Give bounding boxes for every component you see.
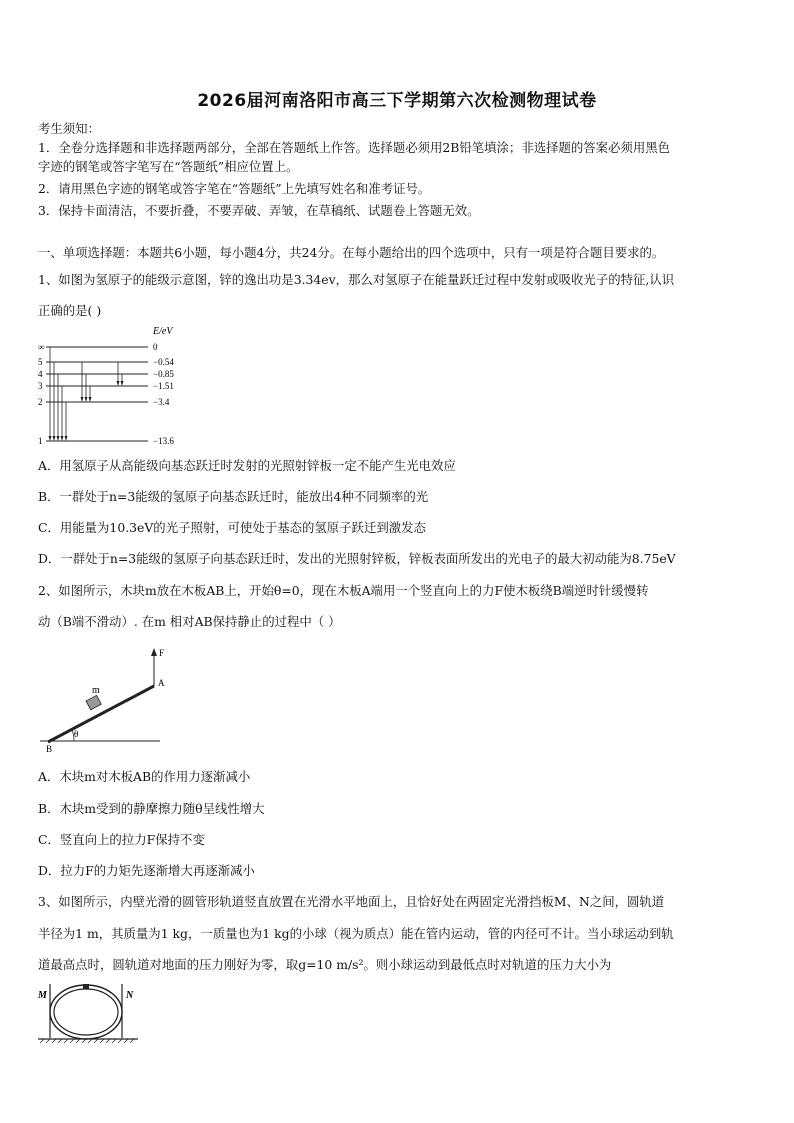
q2-option-d: D．拉力F的力矩先逐渐增大再逐渐减小 (38, 863, 255, 878)
q3-stem: 3、如图所示，内壁光滑的圆管形轨道竖直放置在光滑水平地面上，且恰好处在两固定光滑挡板M、N之间，圆轨道 (38, 894, 665, 909)
q1-option-c: C．用能量为10.3eV的光子照射，可使处于基态的氢原子跃迁到激发态 (38, 520, 426, 535)
section-heading: 一、单项选择题：本题共6小题，每小题4分，共24分。在每小题给出的四个选项中，只有一项是符合题目要求的。 (38, 245, 665, 260)
energy-level-diagram (34, 322, 194, 450)
block-m (86, 695, 101, 709)
notice-item: 字迹的钢笔或答字笔写在“答题纸”相应位置上。 (38, 159, 299, 174)
level-n-label: 3 (38, 381, 43, 391)
q2-option-b: B．木块m受到的静摩擦力随θ呈线性增大 (38, 801, 265, 816)
q1-stem: 正确的是( ) (38, 303, 102, 318)
label-theta: θ (74, 729, 79, 739)
level-energy-label: −0.54 (153, 357, 174, 367)
level-n-label: 1 (38, 436, 43, 446)
board-ab (48, 686, 154, 742)
notice-item: 3．保持卡面清洁，不要折叠，不要弄破、弄皱，在草稿纸、试题卷上答题无效。 (38, 203, 480, 218)
level-energy-label: −1.51 (153, 381, 174, 391)
level-energy-label: 0 (153, 342, 158, 352)
notice-heading: 考生须知： (38, 121, 100, 136)
q1-option-a: A．用氢原子从高能级向基态跃迁时发射的光照射锌板一定不能产生光电效应 (38, 458, 456, 473)
q1-option-b: B．一群处于n=3能级的氢原子向基态跃迁时，能放出4种不同频率的光 (38, 489, 429, 504)
level-energy-label: −13.6 (153, 436, 174, 446)
label-b: B (46, 744, 53, 754)
inclined-board-diagram (38, 644, 168, 754)
q2-stem: 动（B端不滑动）. 在m 相对AB保持静止的过程中（ ） (38, 614, 341, 629)
tube-inner (54, 989, 118, 1035)
level-energy-label: −3.4 (153, 397, 170, 407)
q3-stem: 道最高点时，圆轨道对地面的压力刚好为零，取g=10 m/s²。则小球运动到最低点时对轨道的压力大小为 (38, 957, 612, 972)
label-f: F (159, 648, 165, 658)
label-m: M (38, 990, 47, 1001)
q3-stem: 半径为1 m，其质量为1 kg，一质量也为1 kg的小球（视为质点）能在管内运动，管的内径可不计。当小球运动到轨 (38, 926, 674, 941)
q1-stem: 1、如图为氢原子的能级示意图，锌的逸出功是3.34ev，那么对氢原子在能量跃迁过程中发射或吸收光子的特征,认识 (38, 272, 675, 287)
level-n-label: 2 (38, 397, 43, 407)
level-energy-label: −0.85 (153, 369, 174, 379)
exam-title: 2026届河南洛阳市高三下学期第六次检测物理试卷 (197, 91, 597, 111)
level-n-label: ∞ (38, 342, 45, 352)
notice-item: 1．全卷分选择题和非选择题两部分，全部在答题纸上作答。选择题必须用2B铅笔填涂；非选择题的答案必须用黑色 (38, 140, 671, 155)
level-n-label: 5 (38, 357, 43, 367)
q2-stem: 2、如图所示，木块m放在木板AB上，开始θ=0，现在木板A端用一个竖直向上的力F使木板绕B端逆时针缓慢转 (38, 583, 649, 598)
level-n-label: 4 (38, 369, 43, 379)
transition-arrows (50, 347, 122, 439)
q2-option-a: A．木块m对木板AB的作用力逐渐减小 (38, 769, 251, 784)
tube-outer (50, 985, 122, 1039)
notice-item: 2．请用黑色字迹的钢笔或答字笔在“答题纸”上先填写姓名和准考证号。 (38, 181, 431, 196)
axis-label: E/eV (153, 326, 173, 337)
label-n: N (126, 990, 134, 1001)
label-m: m (92, 685, 100, 696)
q2-option-c: C．竖直向上的拉力F保持不变 (38, 832, 205, 847)
ball (83, 984, 89, 989)
label-a: A (158, 678, 165, 688)
circular-tube-diagram (36, 982, 146, 1046)
force-arrow-icon (151, 648, 157, 656)
q1-option-d: D．一群处于n=3能级的氢原子向基态跃迁时，发出的光照射锌板，锌板表面所发出的光电子的最大初动能为8.75eV (38, 551, 676, 566)
